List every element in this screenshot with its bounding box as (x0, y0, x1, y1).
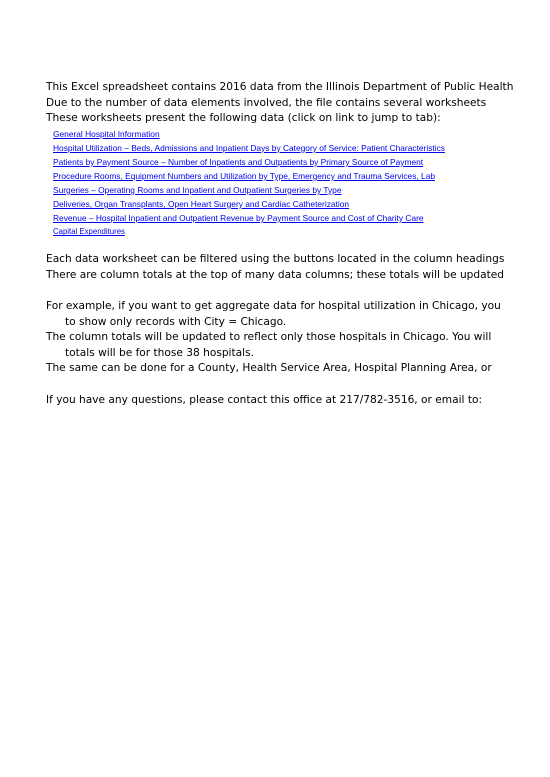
intro-line-2: Due to the number of data elements involved, the file contains several worksheets (46, 96, 487, 109)
link-procedure-rooms[interactable]: Procedure Rooms, Equipment Numbers and Utilization by Type, Emergency and Trauma Services, Lab (53, 170, 436, 181)
intro-line-3: These worksheets present the following data (click on link to jump to tab): (46, 112, 441, 124)
link-deliveries-organ-transplants[interactable]: Deliveries, Organ Transplants, Open Heart Surgery and Cardiac Catheterization (53, 198, 350, 209)
link-general-hospital-information[interactable]: General Hospital Information (53, 128, 160, 139)
spacer (46, 377, 550, 393)
filter-note-line-2: There are column totals at the top of many data columns; these totals will be updated (46, 268, 505, 281)
example-line-4: totals will be for those 38 hospitals. (65, 346, 254, 359)
filter-note-line-1: Each data worksheet can be filtered using the buttons located in the column headings (46, 253, 505, 266)
intro-line-1: This Excel spreadsheet contains 2016 data from the Illinois Department of Public Health (46, 81, 514, 93)
spacer (46, 239, 550, 252)
link-patients-by-payment-source[interactable]: Patients by Payment Source – Number of Inpatients and Outpatients by Primary Source of Payment (53, 156, 424, 167)
example-line-5: The same can be done for a County, Health Service Area, Hospital Planning Area, or (46, 362, 492, 375)
spacer (46, 283, 550, 299)
contact-line: If you have any questions, please contact this office at 217/782-3516, or email to: (46, 393, 483, 406)
link-surgeries[interactable]: Surgeries – Operating Rooms and Inpatient and Outpatient Surgeries by Type (53, 184, 342, 195)
example-line-3: The column totals will be updated to reflect only those hospitals in Chicago. You will (46, 331, 492, 344)
example-line-1: For example, if you want to get aggregate data for hospital utilization in Chicago, you (46, 300, 501, 313)
link-hospital-utilization[interactable]: Hospital Utilization – Beds, Admissions and Inpatient Days by Category of Service: Patient Characteristics (53, 142, 445, 153)
example-line-2: to show only records with City = Chicago. (65, 315, 287, 328)
link-capital-expenditures[interactable]: Capital Expenditures (53, 227, 125, 237)
worksheet-links-list (46, 127, 550, 240)
instructions-block (46, 80, 550, 408)
link-revenue[interactable]: Revenue – Hospital Inpatient and Outpatient Revenue by Payment Source and Cost of Charity Care (53, 213, 424, 224)
